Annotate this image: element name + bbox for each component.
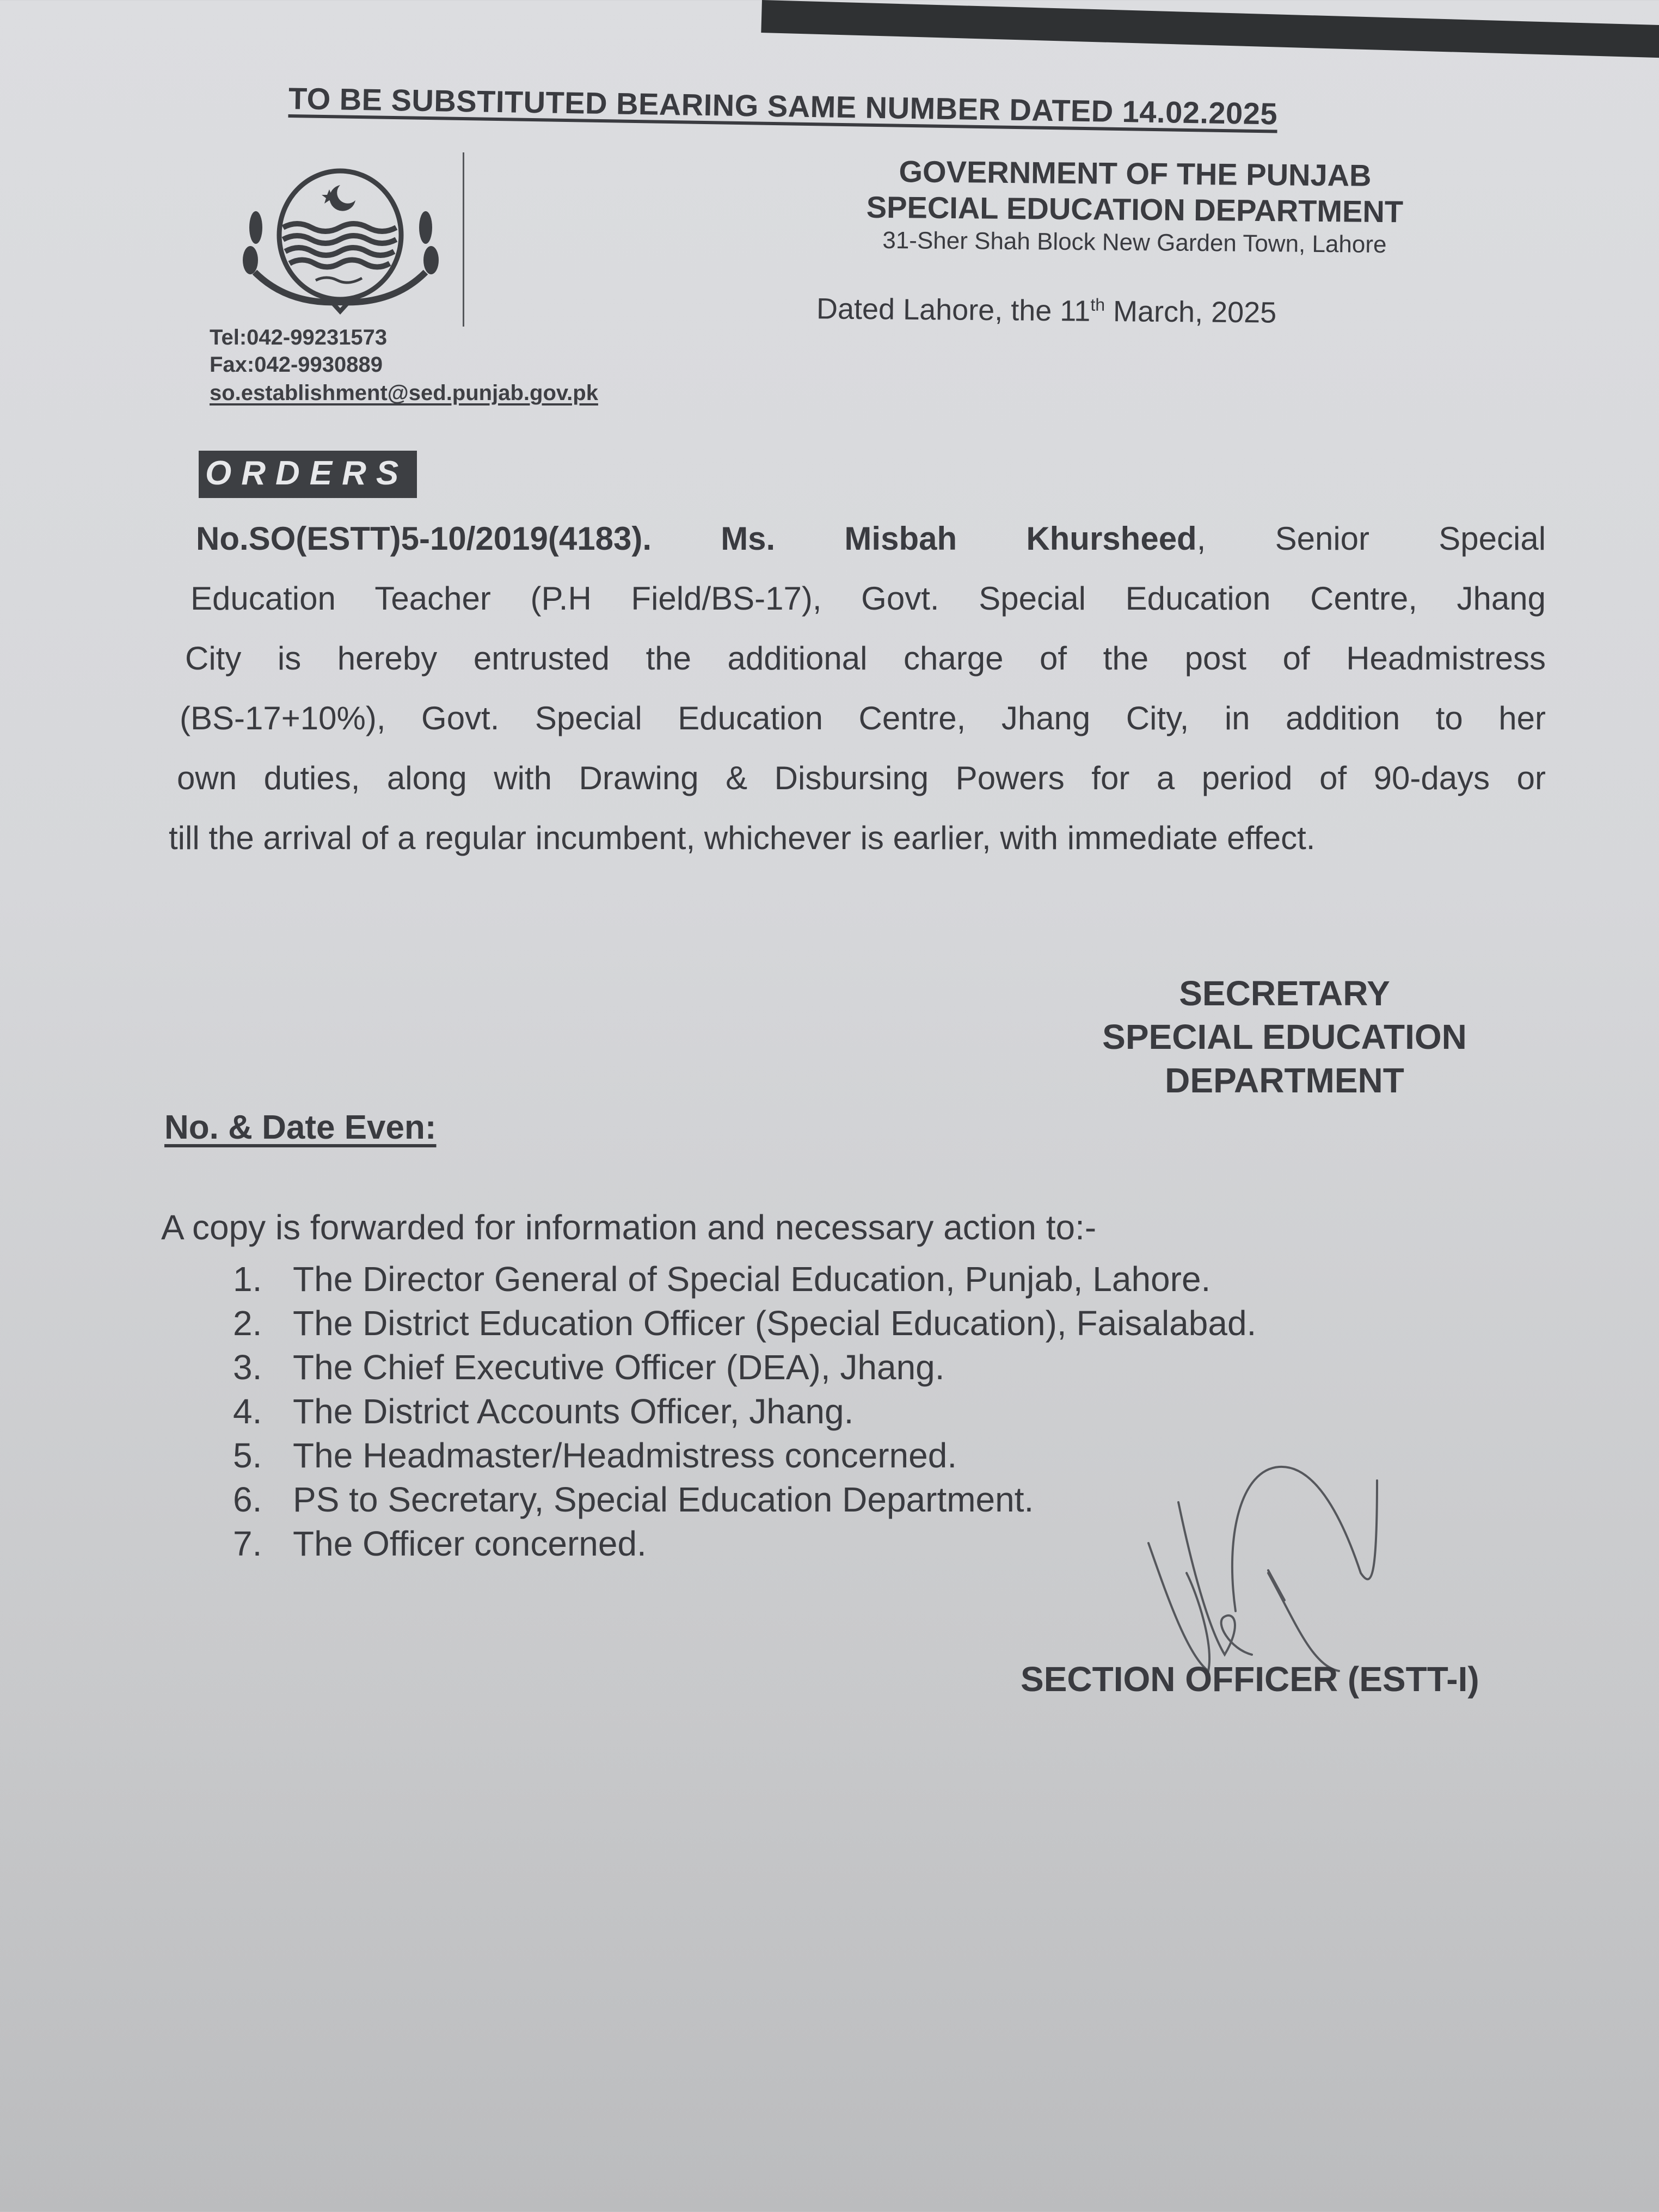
list-number: 3. <box>233 1348 262 1387</box>
contact-tel: Tel:042-99231573 <box>210 325 388 349</box>
order-line: till the arrival of a regular incumbent, whichever is earlier, with immediate effect. <box>169 820 1316 856</box>
list-number: 4. <box>233 1392 262 1431</box>
order-number: No.SO(ESTT)5-10/2019(4183). <box>196 520 652 557</box>
order-line: (BS-17+10%), Govt. Special Education Centre, Jhang City, in addition to her <box>180 700 1546 736</box>
dated-suffix: th <box>1090 294 1105 315</box>
copy-to-list <box>233 1257 1256 1566</box>
list-number: 7. <box>233 1524 262 1563</box>
department-address: 31-Sher Shah Block New Garden Town, Lahore <box>882 226 1387 259</box>
orders-label: ORDERS <box>199 451 417 498</box>
order-line: Education Teacher (P.H Field/BS-17), Govt. Special Education Centre, Jhang <box>191 580 1546 617</box>
contact-email[interactable]: so.establishment@sed.punjab.gov.pk <box>210 381 598 405</box>
letterhead <box>816 153 1454 261</box>
secretary-block <box>1045 972 1524 1102</box>
substitute-notice: TO BE SUBSTITUTED BEARING SAME NUMBER DATED 14.02.2025 <box>288 81 1278 131</box>
list-item <box>233 1434 1256 1478</box>
dated-prefix: Dated Lahore, the 11 <box>816 292 1091 328</box>
list-text: The Chief Executive Officer (DEA), Jhang. <box>293 1348 945 1387</box>
secretary-dept-line: DEPARTMENT <box>1165 1061 1404 1100</box>
list-number: 6. <box>233 1480 262 1519</box>
department-title: SPECIAL EDUCATION DEPARTMENT <box>866 189 1404 229</box>
handwritten-signature-icon <box>1132 1448 1513 1676</box>
order-line: City is hereby entrusted the additional charge of the post of Headmistress <box>185 640 1546 677</box>
order-person-name: Ms. Misbah Khursheed <box>721 520 1197 557</box>
list-item <box>233 1390 1256 1434</box>
government-title: GOVERNMENT OF THE PUNJAB <box>899 154 1372 193</box>
list-item <box>233 1301 1256 1345</box>
order-line <box>169 509 1546 569</box>
list-text: The District Accounts Officer, Jhang. <box>293 1392 854 1431</box>
secretary-dept-line: SPECIAL EDUCATION <box>1102 1017 1467 1056</box>
header-divider <box>463 152 464 327</box>
list-number: 5. <box>233 1436 262 1475</box>
list-number: 2. <box>233 1304 262 1343</box>
list-text: The Officer concerned. <box>293 1524 647 1563</box>
signatory-title: SECTION OFFICER (ESTT-I) <box>1021 1660 1479 1699</box>
list-text: The Director General of Special Education, Punjab, Lahore. <box>293 1259 1211 1299</box>
order-line: own duties, along with Drawing & Disbursing Powers for a period of 90-days or <box>177 760 1546 796</box>
dated-rest: March, 2025 <box>1104 294 1277 329</box>
list-number: 1. <box>233 1259 262 1299</box>
order-line-text: , Senior Special <box>1196 520 1546 557</box>
contact-fax: Fax:042-9930889 <box>210 353 383 377</box>
list-item <box>233 1522 1256 1566</box>
list-item <box>233 1257 1256 1301</box>
list-text: PS to Secretary, Special Education Department. <box>293 1480 1034 1519</box>
no-date-even: No. & Date Even: <box>164 1109 437 1146</box>
list-text: The Headmaster/Headmistress concerned. <box>293 1436 957 1475</box>
list-item <box>233 1478 1256 1522</box>
list-text: The District Education Officer (Special Education), Faisalabad. <box>293 1304 1257 1343</box>
dated-line <box>816 292 1277 329</box>
order-paragraph <box>169 509 1546 868</box>
list-item <box>233 1345 1256 1390</box>
punjab-government-emblem-icon <box>229 163 452 316</box>
forward-text: A copy is forwarded for information and necessary action to:- <box>161 1208 1097 1247</box>
secretary-title: SECRETARY <box>1179 974 1390 1013</box>
